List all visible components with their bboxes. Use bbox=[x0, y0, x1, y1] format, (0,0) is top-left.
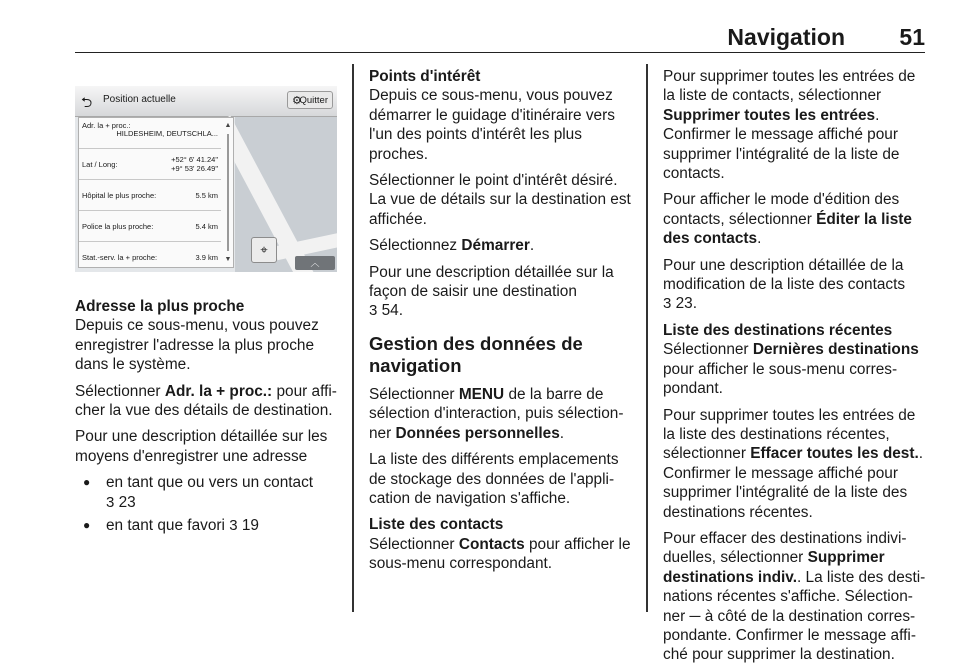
paragraph: Pour effacer des destinations individuelles, sélectionner Supprimer destinations indiv.. La liste des destinations récentes s'affiche. Sélectionner ─ à côté de la destination correspondante. Confirmer le message affiché pour supprimer la destination. bbox=[663, 529, 926, 664]
quit-label: Quitter bbox=[299, 95, 328, 106]
paragraph: Sélectionner MENU de la barre de sélection d'interaction, puis sélectionner Données personnelles. bbox=[369, 385, 624, 442]
scroll-up-icon: ▲ bbox=[224, 122, 232, 129]
latitude-value: +52° 6' 41.24" bbox=[171, 155, 218, 164]
page-number: 51 bbox=[899, 24, 925, 50]
ui-term: Données personnelles bbox=[395, 424, 560, 442]
paragraph: La liste des différents emplacements de stockage des données de l'application de navigation s'affiche. bbox=[369, 451, 619, 507]
paragraph: Pour une description détaillée sur la façon de saisir une destination 3 54. bbox=[369, 263, 614, 320]
heading-nearest-address: Adresse la plus proche bbox=[75, 298, 245, 315]
back-arrow-icon: ⮌ bbox=[81, 94, 93, 110]
section-title: Navigation bbox=[727, 24, 845, 50]
page-reference-icon: 3 bbox=[229, 517, 238, 535]
paragraph: Sélectionner le point d'intérêt désiré. La vue de détails sur la destination est affichée. bbox=[369, 172, 631, 228]
page-header bbox=[75, 22, 925, 53]
heading-data-management: Gestion des données de navigation bbox=[369, 332, 583, 376]
row-value bbox=[171, 155, 218, 173]
row-value: 5.4 km bbox=[195, 222, 218, 231]
column-2 bbox=[369, 67, 635, 581]
page-reference-icon: 3 bbox=[369, 302, 378, 320]
map-view bbox=[235, 117, 337, 272]
column-1 bbox=[75, 297, 340, 539]
quit-button bbox=[287, 91, 333, 109]
longitude-value: +9° 53' 26.49" bbox=[171, 164, 218, 173]
cross-reference[interactable]: 3 54. bbox=[369, 302, 404, 320]
paragraph: Sélectionner Dernières destinations pour afficher le sous-menu correspondant. bbox=[663, 341, 919, 398]
cross-reference[interactable]: 3 23. bbox=[663, 295, 698, 313]
list-item bbox=[79, 118, 221, 149]
list-item bbox=[79, 242, 221, 272]
row-value: 5.5 km bbox=[195, 191, 218, 200]
list-item bbox=[79, 149, 221, 180]
paragraph: Pour afficher le mode d'édition des contacts, sélectionner Éditer la liste des contacts. bbox=[663, 191, 912, 248]
position-list bbox=[78, 117, 234, 268]
ui-term: Contacts bbox=[458, 535, 525, 553]
ui-term: Adr. la + proc.: bbox=[164, 382, 273, 400]
scroll-down-icon: ▼ bbox=[224, 256, 232, 263]
locate-icon: ⌖ bbox=[251, 237, 277, 263]
paragraph: Pour une description détaillée sur les moyens d'enregistrer une adresse bbox=[75, 428, 328, 465]
scroll-track bbox=[227, 134, 229, 251]
page-reference-icon: 3 bbox=[106, 493, 115, 511]
row-value: HILDESHEIM, DEUTSCHLA... bbox=[116, 129, 218, 138]
list-item bbox=[79, 180, 221, 211]
gear-icon: ⚙ bbox=[292, 95, 302, 107]
paragraph: Depuis ce sous-menu, vous pouvez démarrer le guidage d'itinéraire vers l'un des points d'intérêt les plus proches. bbox=[369, 87, 615, 163]
row-label: Stat.-serv. la + proche: bbox=[82, 253, 158, 262]
heading-recent-destinations: Liste des destinations récentes bbox=[663, 321, 893, 339]
paragraph: Sélectionner Adr. la + proc.: pour afficher la vue des détails de destination. bbox=[75, 382, 337, 420]
ui-term: Éditer la liste des contacts bbox=[663, 210, 912, 248]
heading-contact-list: Liste des contacts bbox=[369, 516, 504, 534]
cross-reference[interactable]: 3 19 bbox=[229, 517, 259, 535]
ui-term: Supprimer toutes les entrées bbox=[663, 106, 876, 124]
page-reference-icon: 3 bbox=[663, 295, 672, 313]
paragraph: Depuis ce sous-menu, vous pouvez enregistrer l'adresse la plus proche dans le système. bbox=[75, 317, 319, 374]
screen-header bbox=[75, 86, 337, 117]
column-divider bbox=[646, 64, 648, 612]
cross-reference[interactable]: 3 23 bbox=[106, 493, 136, 511]
paragraph: Sélectionner Contacts pour afficher le sous-menu correspondant. bbox=[369, 535, 631, 573]
column-3 bbox=[663, 67, 929, 672]
column-divider bbox=[352, 64, 354, 612]
ui-term: Démarrer bbox=[461, 237, 530, 255]
ui-term: Dernières destinations bbox=[752, 341, 919, 359]
row-label: Hôpital le plus proche: bbox=[82, 191, 157, 200]
bullet-list bbox=[75, 473, 340, 535]
row-label: Police la plus proche: bbox=[82, 222, 154, 231]
paragraph: Sélectionnez Démarrer. bbox=[369, 237, 535, 255]
list-item: ● en tant que favori 3 19 bbox=[75, 516, 340, 535]
paragraph: Pour supprimer toutes les entrées de la liste des destinations récentes, sélectionner Effacer toutes les dest.. Confirmer le message affiché pour supprimer l'intégralité de la liste des destinations récentes. bbox=[663, 406, 924, 521]
row-label: Lat / Long: bbox=[82, 160, 118, 169]
list-item bbox=[79, 211, 221, 242]
row-value: 3.9 km bbox=[195, 253, 218, 262]
ui-term: Effacer toutes les dest. bbox=[750, 445, 919, 463]
heading-points-of-interest: Points d'intérêt bbox=[369, 68, 481, 85]
ui-term: MENU bbox=[458, 385, 505, 403]
ui-term: Supprimer destinations indiv. bbox=[663, 549, 885, 586]
scrollbar bbox=[224, 122, 232, 263]
paragraph: Pour supprimer toutes les entrées de la liste de contacts, sélectionner Supprimer toutes les entrées. Confirmer le message affiché pour supprimer l'intégralité de la liste de contacts. bbox=[663, 68, 916, 183]
row-label: Adr. la + proc.: bbox=[82, 121, 131, 130]
screen-title: Position actuelle bbox=[103, 94, 176, 105]
infotainment-screenshot bbox=[75, 86, 337, 272]
paragraph: Pour une description détaillée de la modification de la liste des contacts 3 23. bbox=[663, 256, 906, 313]
chevron-up-icon: ︿ bbox=[295, 256, 335, 270]
list-item: ● en tant que ou vers un contact 3 23 bbox=[75, 473, 340, 512]
